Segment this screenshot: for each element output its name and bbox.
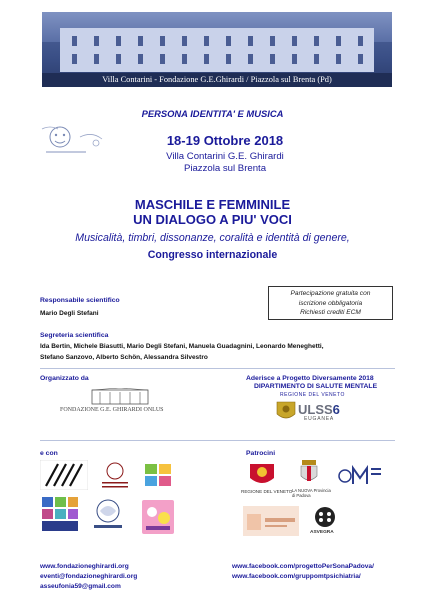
provincia-padova-crest-icon	[298, 458, 320, 486]
segreteria-line-1: Ida Bertin, Michele Biasutti, Mario Degli Stefani, Manuela Guadagnini, Leonardo Meneghetti,	[40, 343, 324, 350]
facebook-gruppomt-link[interactable]: www.facebook.com/gruppomtpsichiatria/	[232, 573, 361, 580]
divider-2	[40, 440, 395, 441]
villa-facade	[60, 28, 374, 72]
divider	[40, 368, 395, 369]
event-date: 18-19 Ottobre 2018	[166, 133, 284, 148]
villa-banner-image	[42, 12, 392, 87]
title-line-1: MASCHILE E FEMMINILE	[134, 197, 291, 212]
congress-label: Congresso internazionale	[147, 249, 278, 261]
contacts-right	[232, 562, 374, 582]
venue-line-1: Villa Contarini G.E. Ghirardi	[166, 151, 284, 162]
segreteria-heading: Segreteria scientifica	[40, 332, 109, 339]
fondazione-name: FONDAZIONE G.E. GHIRARDI ONLUS	[60, 407, 164, 413]
aderisce-line-2: DIPARTIMENTO DI SALUTE MENTALE	[254, 383, 378, 390]
university-logo-icon	[98, 460, 132, 492]
asseufonia-email-link[interactable]: asseufonia59@gmail.com	[40, 583, 121, 590]
ulss-label	[298, 402, 340, 417]
aderisce-line-1: Aderisce a Progetto Diversamente 2018	[246, 375, 374, 382]
veneto-region-icon	[248, 462, 276, 486]
partner-logo-4-icon	[40, 495, 80, 533]
asvegra-label: ASVEGRA	[310, 530, 334, 535]
euganea-label: EUGANEA	[304, 416, 335, 422]
topic-heading: PERSONA IDENTITA' E MUSICA	[141, 108, 284, 119]
partner-logo-5-icon	[88, 497, 128, 531]
registration-info-box	[268, 286, 393, 320]
veneto-lion-icon	[275, 400, 297, 422]
ulss-number: 6	[332, 402, 340, 417]
provincia-padova-label: LA NUOVA Provincia di Padova	[292, 488, 331, 498]
asvegra-logo-icon	[312, 505, 338, 529]
econ-heading: e con	[40, 450, 58, 457]
banner-caption: Villa Contarini - Fondazione G.E.Ghirardi / Piazzola sul Brenta (Pd)	[42, 73, 392, 87]
website-link[interactable]: www.fondazioneghirardi.org	[40, 563, 129, 570]
partner-logo-1-icon	[40, 460, 88, 490]
main-title	[0, 197, 425, 227]
ulss-text: ULSS	[298, 402, 333, 417]
info-line-2: iscrizione obbligatoria	[298, 299, 363, 307]
subtitle: Musicalità, timbri, dissonanze, coralità e identità di genere,	[75, 232, 350, 244]
contacts-left	[40, 562, 137, 592]
partner-logo-6-icon	[140, 498, 176, 536]
segreteria-names	[40, 342, 400, 363]
title-line-2: UN DIALOGO A PIU' VOCI	[133, 212, 292, 227]
responsabile-name: Mario Degli Stefani	[40, 310, 99, 317]
patrocini-veneto-label: REGIONE DEL VENETO	[241, 489, 293, 494]
regione-veneto-small: REGIONE DEL VENETO	[280, 392, 345, 398]
facebook-persona-link[interactable]: www.facebook.com/progettoPerSonaPadova/	[232, 563, 374, 570]
sisps-logo-icon	[243, 506, 299, 536]
organizzato-heading: Organizzato da	[40, 375, 89, 382]
event-venue	[0, 151, 425, 175]
segreteria-line-2: Stefano Sanzovo, Alberto Schön, Alessandra Silvestro	[40, 353, 208, 361]
partner-logo-3-icon	[143, 462, 173, 488]
patrocini-heading: Patrocini	[246, 450, 276, 457]
info-line-1: Partecipazione gratuita con	[290, 290, 371, 297]
info-line-3: Richiesti crediti ECM	[300, 309, 361, 316]
events-email-link[interactable]: eventi@fondazioneghirardi.org	[40, 573, 138, 580]
responsabile-heading: Responsabile scientifico	[40, 297, 120, 304]
venue-line-2: Piazzola sul Brenta	[183, 163, 267, 174]
dm-logo-icon	[337, 462, 383, 490]
